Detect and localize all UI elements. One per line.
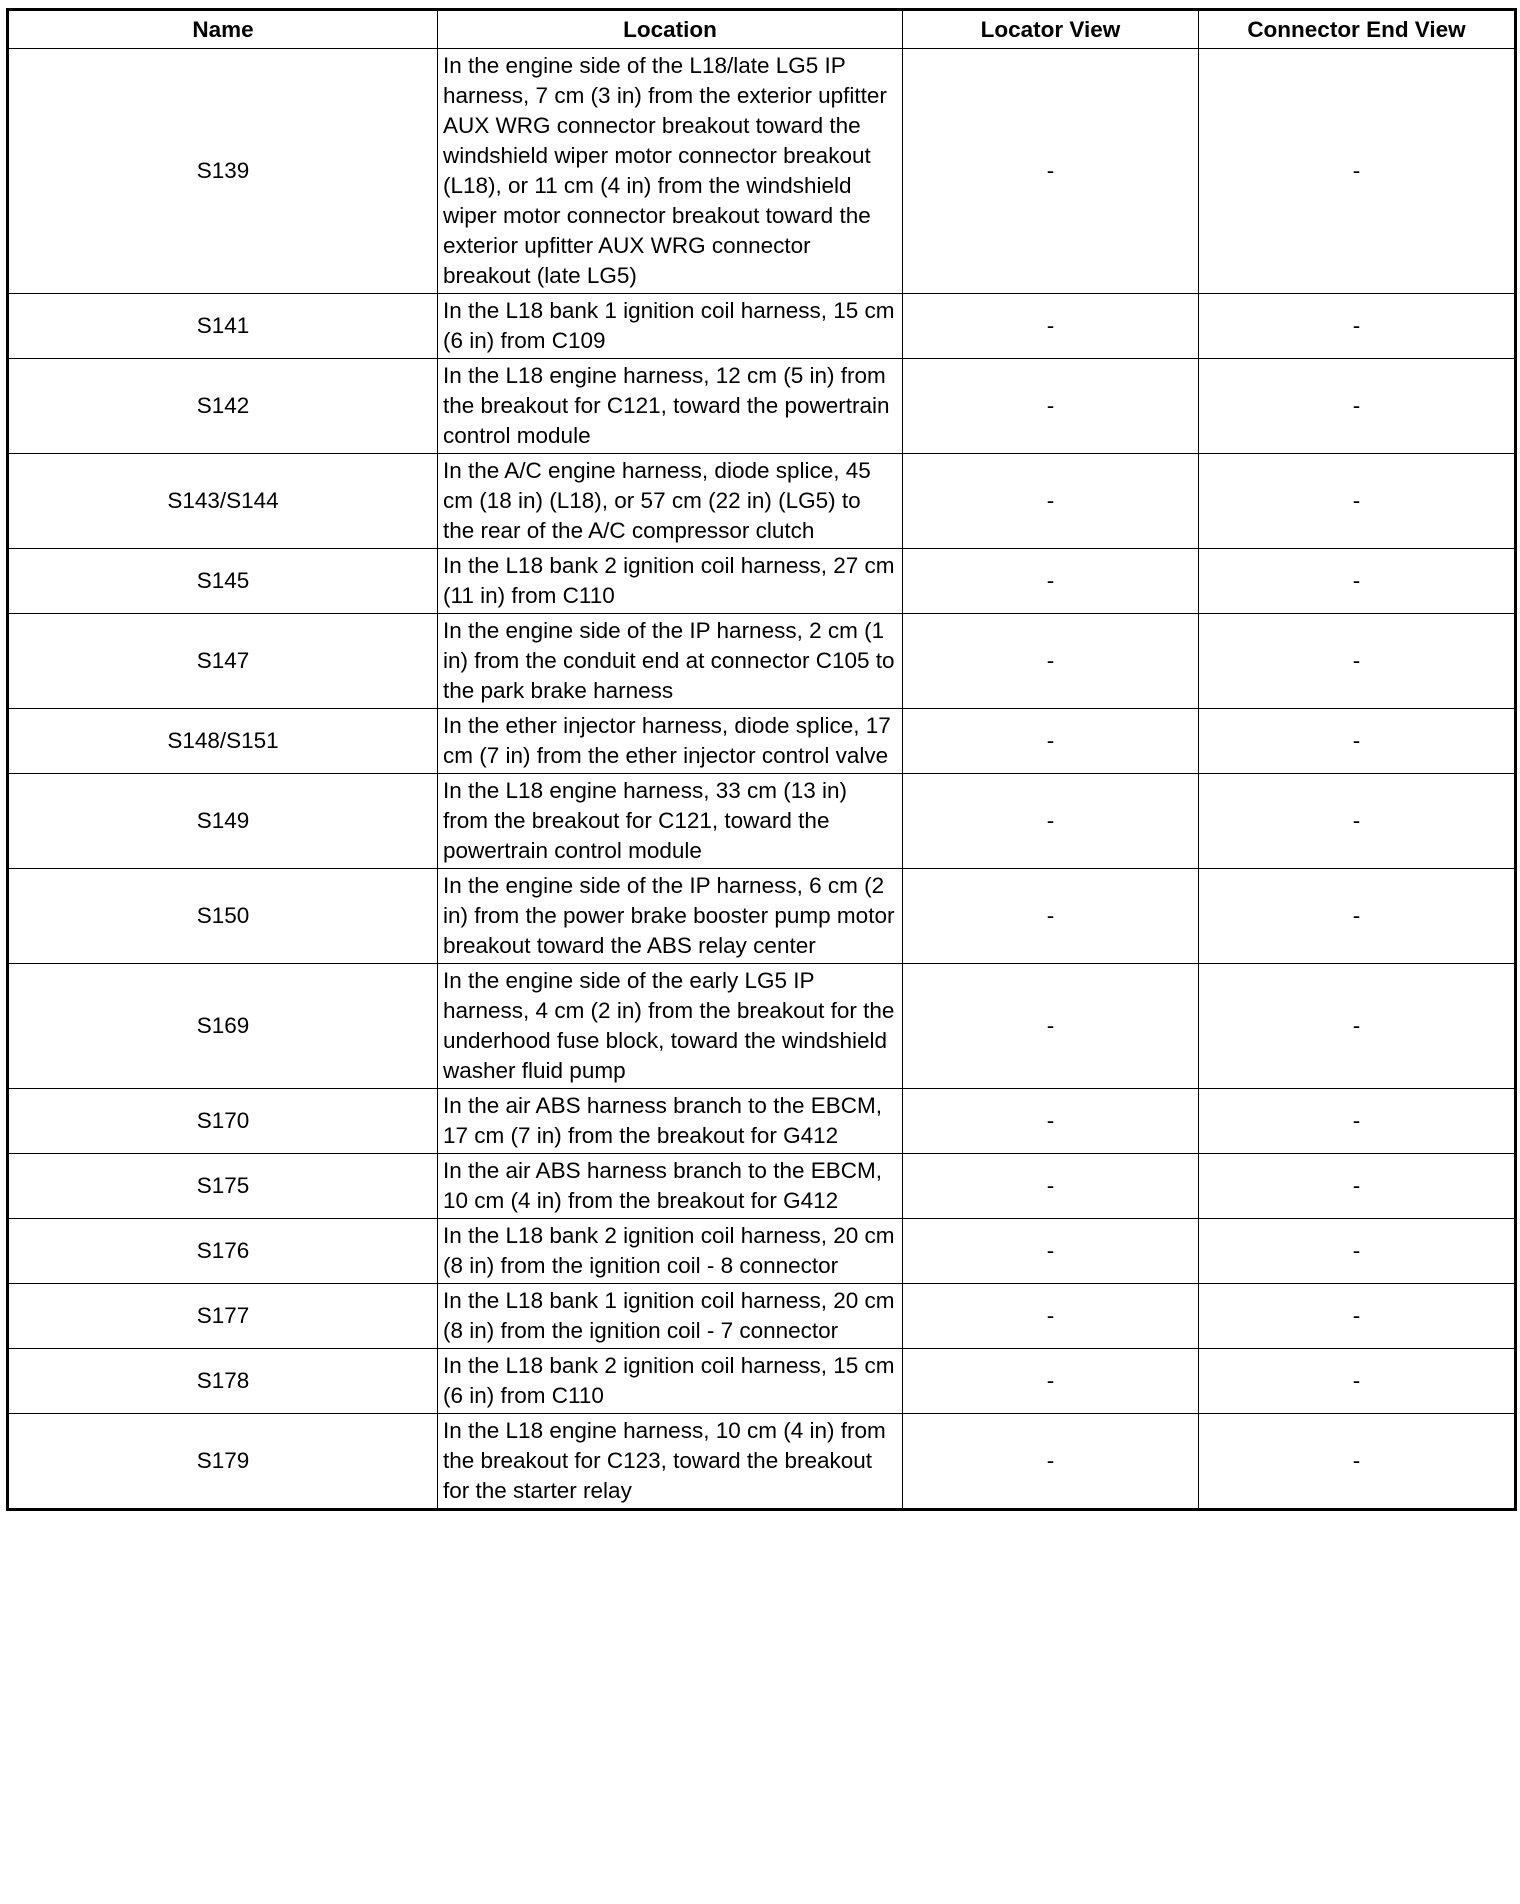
- splice-name-cell: S169: [8, 964, 438, 1089]
- connector-end-view-cell: -: [1199, 49, 1516, 294]
- splice-location-cell: In the L18 bank 2 ignition coil harness, 15 cm (6 in) from C110: [438, 1349, 903, 1414]
- column-header-connector-end-view: Connector End View: [1199, 10, 1516, 49]
- locator-view-cell: -: [903, 1089, 1199, 1154]
- connector-end-view-cell: -: [1199, 709, 1516, 774]
- splice-name-cell: S141: [8, 294, 438, 359]
- splice-name-cell: S139: [8, 49, 438, 294]
- table-body: [8, 49, 1516, 1510]
- table-row: [8, 709, 1516, 774]
- splice-name-cell: S147: [8, 614, 438, 709]
- splice-name-cell: S149: [8, 774, 438, 869]
- splice-name-cell: S145: [8, 549, 438, 614]
- splice-name-cell: S143/S144: [8, 454, 438, 549]
- connector-end-view-cell: -: [1199, 1089, 1516, 1154]
- splice-location-cell: In the air ABS harness branch to the EBCM, 17 cm (7 in) from the breakout for G412: [438, 1089, 903, 1154]
- table-row: [8, 774, 1516, 869]
- locator-view-cell: -: [903, 869, 1199, 964]
- splice-name-cell: S176: [8, 1219, 438, 1284]
- connector-end-view-cell: -: [1199, 869, 1516, 964]
- table-row: [8, 359, 1516, 454]
- locator-view-cell: -: [903, 1414, 1199, 1510]
- splice-location-cell: In the L18 engine harness, 33 cm (13 in) from the breakout for C121, toward the powertrain control module: [438, 774, 903, 869]
- splice-name-cell: S178: [8, 1349, 438, 1414]
- connector-end-view-cell: -: [1199, 454, 1516, 549]
- splice-location-cell: In the A/C engine harness, diode splice, 45 cm (18 in) (L18), or 57 cm (22 in) (LG5) to the rear of the A/C compressor clutch: [438, 454, 903, 549]
- table-row: [8, 1219, 1516, 1284]
- splice-location-cell: In the engine side of the early LG5 IP harness, 4 cm (2 in) from the breakout for the underhood fuse block, toward the windshield washer fluid pump: [438, 964, 903, 1089]
- locator-view-cell: -: [903, 49, 1199, 294]
- locator-view-cell: -: [903, 1219, 1199, 1284]
- locator-view-cell: -: [903, 709, 1199, 774]
- table-row: [8, 454, 1516, 549]
- table-row: [8, 1349, 1516, 1414]
- splice-name-cell: S179: [8, 1414, 438, 1510]
- locator-view-cell: -: [903, 359, 1199, 454]
- locator-view-cell: -: [903, 1154, 1199, 1219]
- table-header: [8, 10, 1516, 49]
- locator-view-cell: -: [903, 294, 1199, 359]
- column-header-locator-view: Locator View: [903, 10, 1199, 49]
- table-row: [8, 869, 1516, 964]
- connector-end-view-cell: -: [1199, 359, 1516, 454]
- table-row: [8, 294, 1516, 359]
- splice-location-cell: In the air ABS harness branch to the EBCM, 10 cm (4 in) from the breakout for G412: [438, 1154, 903, 1219]
- table-row: [8, 1089, 1516, 1154]
- table-row: [8, 964, 1516, 1089]
- splice-name-cell: S142: [8, 359, 438, 454]
- splice-location-cell: In the engine side of the IP harness, 2 cm (1 in) from the conduit end at connector C105 to the park brake harness: [438, 614, 903, 709]
- splice-name-cell: S150: [8, 869, 438, 964]
- splice-location-cell: In the engine side of the IP harness, 6 cm (2 in) from the power brake booster pump motor breakout toward the ABS relay center: [438, 869, 903, 964]
- table-row: [8, 49, 1516, 294]
- splice-name-cell: S175: [8, 1154, 438, 1219]
- table-row: [8, 1154, 1516, 1219]
- splice-location-cell: In the L18 engine harness, 12 cm (5 in) from the breakout for C121, toward the powertrain control module: [438, 359, 903, 454]
- splice-location-cell: In the engine side of the L18/late LG5 IP harness, 7 cm (3 in) from the exterior upfitter AUX WRG connector breakout toward the windshield wiper motor connector breakout (L18), or 11 cm (4 in) from the windshield wiper motor connector breakout toward the exterior upfitter AUX WRG connector breakout (late LG5): [438, 49, 903, 294]
- locator-view-cell: -: [903, 774, 1199, 869]
- splice-location-cell: In the ether injector harness, diode splice, 17 cm (7 in) from the ether injector control valve: [438, 709, 903, 774]
- connector-end-view-cell: -: [1199, 1154, 1516, 1219]
- connector-end-view-cell: -: [1199, 1219, 1516, 1284]
- connector-end-view-cell: -: [1199, 1349, 1516, 1414]
- connector-end-view-cell: -: [1199, 614, 1516, 709]
- splice-location-cell: In the L18 engine harness, 10 cm (4 in) from the breakout for C123, toward the breakout for the starter relay: [438, 1414, 903, 1510]
- column-header-location: Location: [438, 10, 903, 49]
- locator-view-cell: -: [903, 1284, 1199, 1349]
- splice-location-cell: In the L18 bank 2 ignition coil harness, 20 cm (8 in) from the ignition coil - 8 connector: [438, 1219, 903, 1284]
- locator-view-cell: -: [903, 549, 1199, 614]
- header-row: [8, 10, 1516, 49]
- connector-end-view-cell: -: [1199, 294, 1516, 359]
- connector-end-view-cell: -: [1199, 1414, 1516, 1510]
- column-header-name: Name: [8, 10, 438, 49]
- splice-name-cell: S177: [8, 1284, 438, 1349]
- splice-location-cell: In the L18 bank 1 ignition coil harness, 20 cm (8 in) from the ignition coil - 7 connector: [438, 1284, 903, 1349]
- locator-view-cell: -: [903, 454, 1199, 549]
- table-row: [8, 1284, 1516, 1349]
- connector-end-view-cell: -: [1199, 774, 1516, 869]
- table-row: [8, 614, 1516, 709]
- splice-name-cell: S170: [8, 1089, 438, 1154]
- table-row: [8, 549, 1516, 614]
- locator-view-cell: -: [903, 964, 1199, 1089]
- splice-location-cell: In the L18 bank 1 ignition coil harness, 15 cm (6 in) from C109: [438, 294, 903, 359]
- splice-location-cell: In the L18 bank 2 ignition coil harness, 27 cm (11 in) from C110: [438, 549, 903, 614]
- locator-view-cell: -: [903, 1349, 1199, 1414]
- splice-location-table: [6, 8, 1517, 1511]
- locator-view-cell: -: [903, 614, 1199, 709]
- connector-end-view-cell: -: [1199, 1284, 1516, 1349]
- connector-end-view-cell: -: [1199, 549, 1516, 614]
- table-row: [8, 1414, 1516, 1510]
- connector-end-view-cell: -: [1199, 964, 1516, 1089]
- splice-name-cell: S148/S151: [8, 709, 438, 774]
